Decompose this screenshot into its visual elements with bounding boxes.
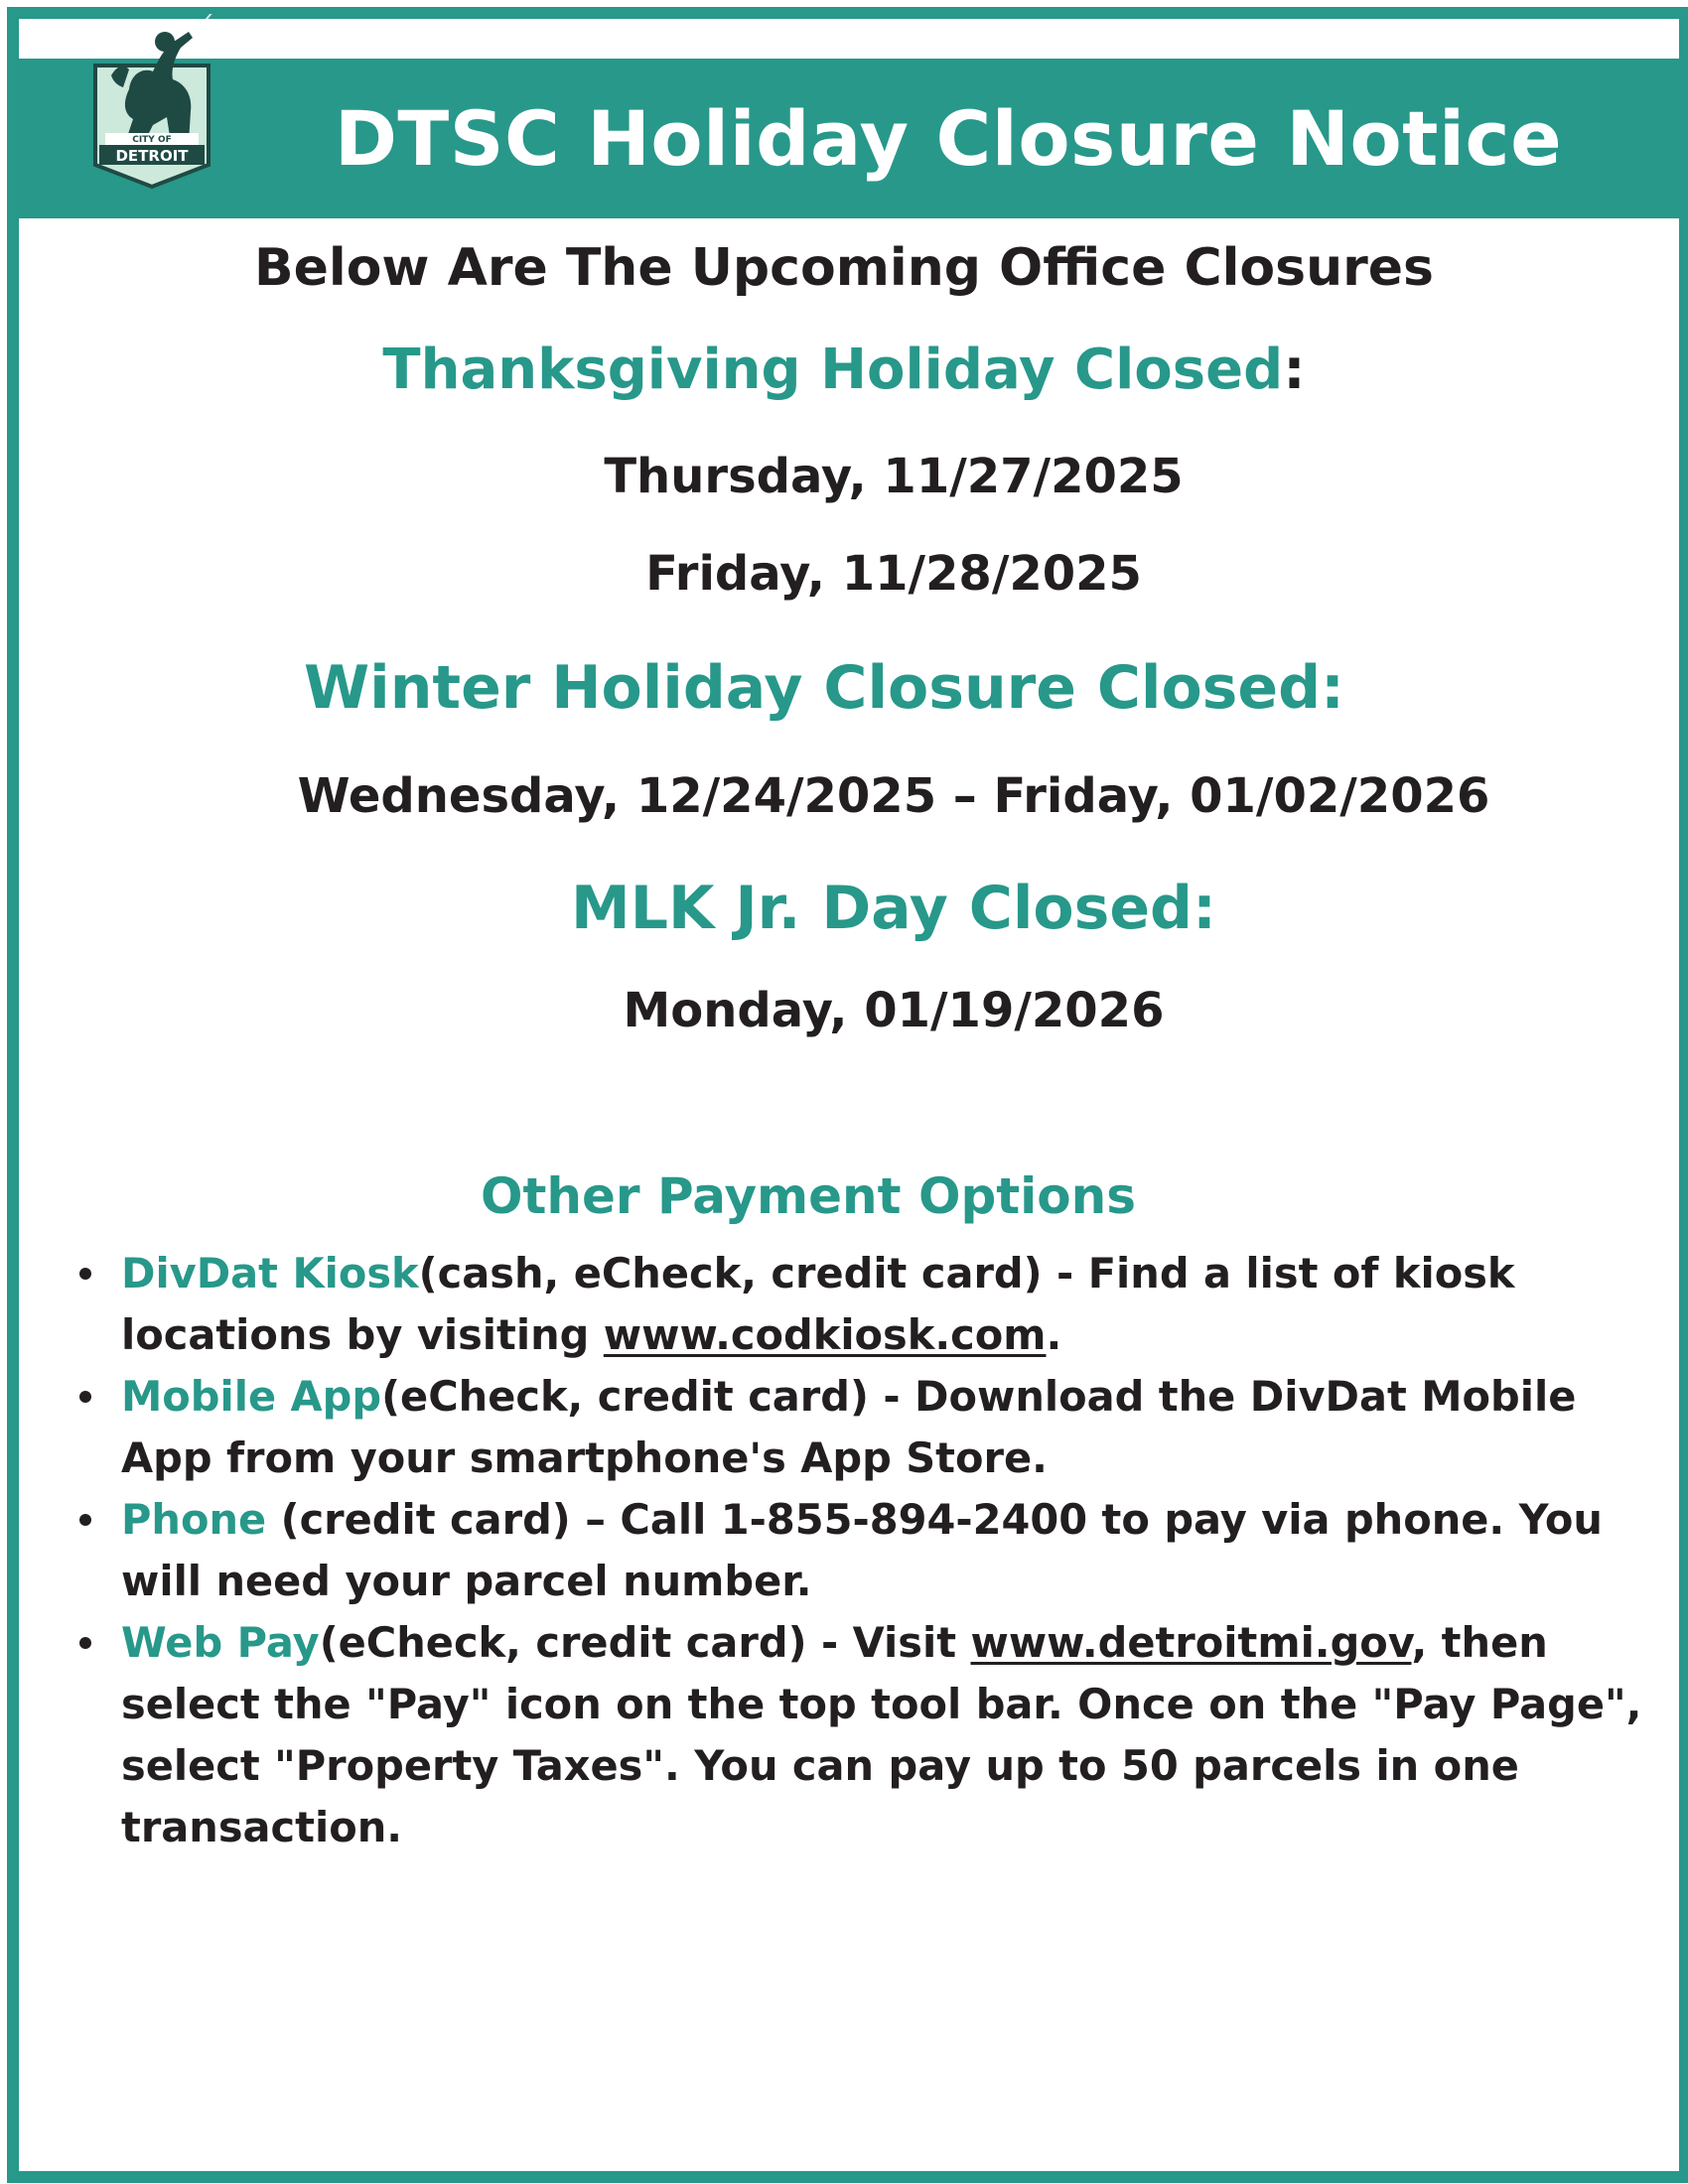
payment-option-mobile-app	[79, 1366, 1648, 1489]
closure-heading-thanksgiving-colon: :	[1283, 338, 1306, 402]
bullet-icon	[79, 1514, 91, 1526]
payment-option-name: Web Pay	[121, 1618, 320, 1667]
bullet-icon	[79, 1391, 91, 1403]
detroitmi-link[interactable]: www.detroitmi.gov	[970, 1618, 1412, 1667]
codkiosk-link[interactable]: www.codkiosk.com	[603, 1310, 1047, 1359]
payment-options-heading-text: Other Payment Options	[480, 1167, 1137, 1225]
payment-option-text: (eCheck, credit card) - Download the DivDat Mobile App from your smartphone's App Store.	[121, 1372, 1577, 1482]
payment-option-text: .	[1046, 1310, 1062, 1359]
payment-option-name: Mobile App	[121, 1372, 382, 1421]
payment-option-text: (credit card) – Call 1-855-894-2400 to pay via phone. You will need your parcel number.	[121, 1495, 1603, 1605]
bullet-icon	[79, 1268, 91, 1280]
payment-option-web-pay	[79, 1612, 1648, 1858]
closure-heading-mlk: MLK Jr. Day Closed:	[571, 874, 1216, 943]
closure-date: Thursday, 11/27/2025	[604, 449, 1184, 504]
payment-option-phone	[79, 1489, 1648, 1612]
closures-subtitle: Below Are The Upcoming Office Closures	[253, 238, 1434, 298]
payment-options-list	[79, 1243, 1648, 1858]
closure-heading-thanksgiving	[99, 338, 1589, 402]
payment-options-heading	[99, 1167, 1589, 1225]
payment-option-name: Phone	[121, 1495, 267, 1544]
closure-heading-winter: Winter Holiday Closure Closed:	[303, 653, 1345, 723]
logo-top-text: CITY OF	[132, 135, 172, 145]
payment-option-text: (cash, eCheck, credit card) - Find a list of kiosk locations by visiting	[121, 1249, 1515, 1359]
payment-option-name: DivDat Kiosk	[121, 1249, 419, 1297]
closure-date: Monday, 01/19/2026	[623, 983, 1165, 1038]
payment-option-kiosk	[79, 1243, 1648, 1366]
closure-date: Friday, 11/28/2025	[645, 546, 1142, 602]
logo-bottom-text: DETROIT	[115, 147, 189, 165]
payment-option-text: , then select the "Pay" icon on the top tool bar. Once on the "Pay Page", select "Property Taxes". You can pay up to 50 parcels in one transaction.	[121, 1618, 1642, 1851]
bullet-icon	[79, 1637, 91, 1649]
closure-date: Wednesday, 12/24/2025 – Friday, 01/02/2026	[297, 768, 1490, 824]
payment-option-text: (eCheck, credit card) - Visit	[319, 1618, 971, 1667]
page-title: DTSC Holiday Closure Notice	[334, 94, 1563, 183]
spirit-of-detroit-logo-icon	[73, 14, 254, 189]
closure-heading-thanksgiving-text: Thanksgiving Holiday Closed	[382, 338, 1284, 402]
